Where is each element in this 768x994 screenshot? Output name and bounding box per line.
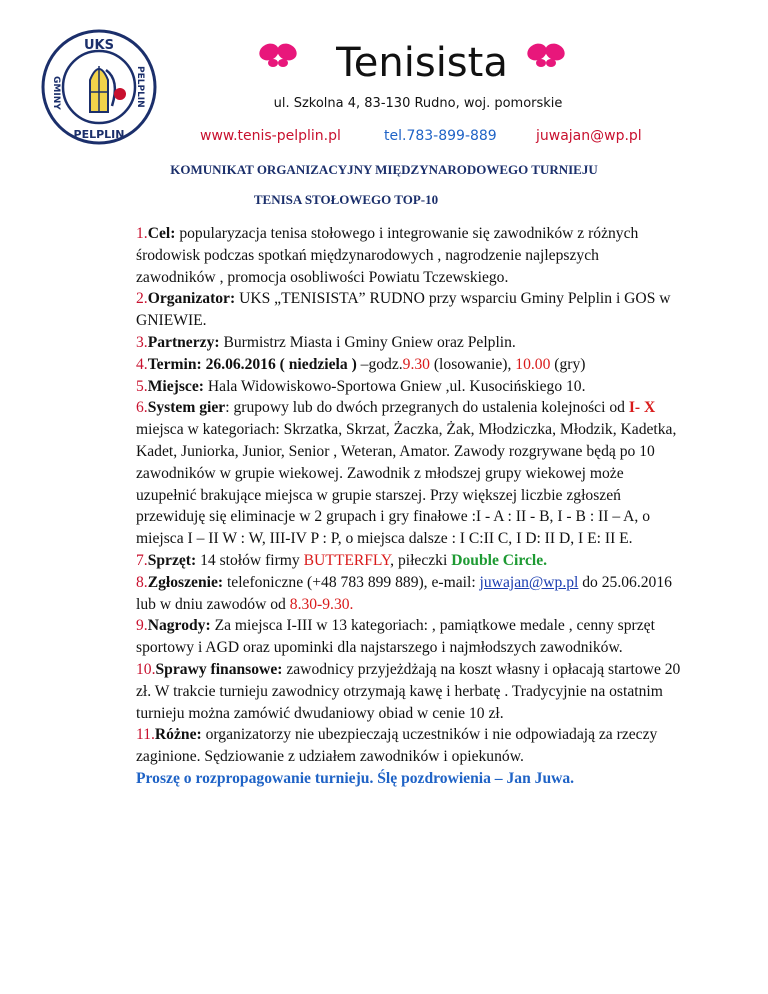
logo-bottom-text: PELPLIN — [73, 128, 125, 141]
document-subtitle: TENISA STOŁOWEGO TOP-10 — [253, 192, 439, 207]
section-partners: 3.Partnerzy: Burmistrz Miasta i Gminy Gniew oraz Pelplin. — [136, 333, 516, 351]
butterfly-icon-left — [258, 40, 298, 70]
butterfly-icon-right — [526, 40, 566, 70]
club-logo — [40, 28, 158, 146]
logo-top-text: UKS — [84, 38, 114, 53]
registration-email-link[interactable]: juwajan@wp.pl — [479, 573, 579, 591]
section-finances: 10.Sprawy finansowe: zawodnicy przyjeżdżają na koszt własny i opłacają startowe 20 zł. W trakcie turnieju zawodnicy otrzymają kawę i herbatę . Tradycyjnie na ostatnim turnieju można zamówić dwudaniowy obiad w cenie 10 zł. — [136, 660, 681, 722]
section-organizer: 2.Organizator: UKS „TENISISTA” RUDNO przy wsparciu Gminy Pelplin i GOS w GNIEWIE. — [136, 290, 671, 330]
phone-number: tel.783-899-889 — [384, 128, 497, 144]
email-link[interactable]: juwajan@wp.pl — [536, 128, 642, 144]
section-goal: 1.Cel: popularyzacja tenisa stołowego i integrowanie się zawodników z różnych środowisk podczas spotkań międzynarodowych , nagrodzenie najlepszych zawodników , promocja osobliwości Powiatu Tczewskiego. — [136, 225, 639, 286]
section-other: 11.Różne: organizatorzy nie ubezpieczają uczestników i nie odpowiadają za rzeczy zaginione. Sędziowanie z udziałem zawodników i opiekunów. — [136, 726, 658, 766]
club-address: ul. Szkolna 4, 83-130 Rudno, woj. pomorskie — [273, 96, 563, 111]
logo-left-text: GMINY — [51, 76, 61, 110]
logo-right-text: PELPLIN — [135, 66, 145, 108]
document-body — [136, 223, 682, 790]
section-game-system: 6.System gier: grupowy lub do dwóch przegranych do ustalenia kolejności od I- X miejsca w kategoriach: Skrzatka, Skrzat, Żaczka, Żak, Młodziczka, Młodzik, Kadetka, Kadet, Juniorka, Junior, Senior , Weteran, Amator. Zawody rozgrywane będą po 10 zawodników w grupie wiekowej. Zawodnik z młodszej grupy wiekowej może uzupełnić brakujące miejsca w grupie starszej. Przy większej liczbie zgłoszeń przewiduję się eliminacje w 2 grupach i gry finałowe :I - A : II - B, I - B : II – A, o miejsca I – II W : W, III-IV P : P, o miejsca dalsze : I C:II C, I D: II D, I E: II E. — [136, 399, 677, 548]
section-registration: 8.Zgłoszenie: telefoniczne (+48 783 899 889), e-mail: juwajan@wp.pl do 25.06.2016 lub w dniu zawodów od 8.30-9.30. — [136, 573, 672, 613]
section-venue: 5.Miejsce: Hala Widowiskowo-Sportowa Gniew ,ul. Kusocińskiego 10. — [136, 377, 586, 395]
section-date: 4.Termin: 26.06.2016 ( niedziela ) –godz.9.30 (losowanie), 10.00 (gry) — [136, 355, 586, 373]
section-prizes: 9.Nagrody: Za miejsca I-III w 13 kategoriach: , pamiątkowe medale , cenny sprzęt sportowy i AGD oraz upominki dla najstarszego i najmłodszych zawodników. — [136, 617, 655, 657]
section-equipment: 7.Sprzęt: 14 stołów firmy BUTTERFLY, piłeczki Double Circle. — [136, 551, 548, 569]
document-title: KOMUNIKAT ORGANIZACYJNY MIĘDZYNARODOWEGO TURNIEJU — [170, 162, 598, 177]
closing-note: Proszę o rozpropagowanie turnieju. Ślę pozdrowienia – Jan Juwa. — [136, 769, 575, 787]
website-link[interactable]: www.tenis-pelplin.pl — [200, 128, 341, 144]
club-name: Tenisista — [336, 40, 508, 86]
